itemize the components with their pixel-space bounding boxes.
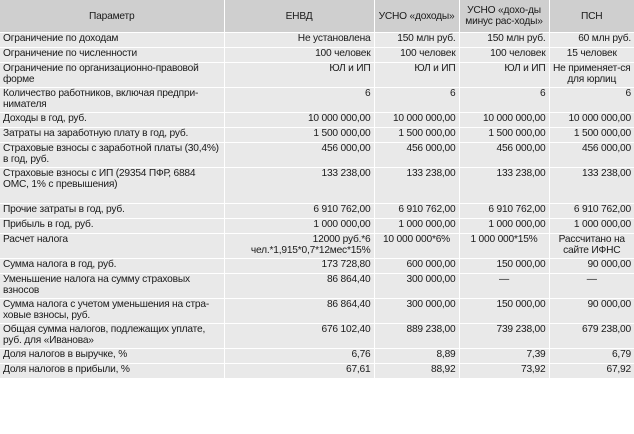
cell-col-3: 456 000,00 <box>459 143 549 168</box>
cell-col-1: 6 910 762,00 <box>224 204 374 219</box>
cell-col-1: 1 000 000,00 <box>224 219 374 234</box>
cell-col-1: 10 000 000,00 <box>224 113 374 128</box>
cell-col-3: 1 000 000,00 <box>459 219 549 234</box>
cell-col-1: 12000 руб.*6 чел.*1,915*0,7*12мес*15% <box>224 234 374 259</box>
table-row <box>0 324 634 349</box>
cell-col-1: ЮЛ и ИП <box>224 63 374 88</box>
row-label: Сумма налога с учетом уменьшения на стра-ховые взносы, руб. <box>0 299 224 324</box>
cell-col-2: 10 000 000*6% <box>374 234 459 259</box>
cell-col-3: 133 238,00 <box>459 168 549 204</box>
row-label: Сумма налога в год, руб. <box>0 259 224 274</box>
cell-col-3: 739 238,00 <box>459 324 549 349</box>
cell-col-1: Не установлена <box>224 33 374 48</box>
cell-col-1: 6,76 <box>224 349 374 364</box>
cell-col-2: ЮЛ и ИП <box>374 63 459 88</box>
cell-col-3: 7,39 <box>459 349 549 364</box>
row-label: Расчет налога <box>0 234 224 259</box>
row-label: Ограничение по доходам <box>0 33 224 48</box>
table-row <box>0 219 634 234</box>
cell-col-2: 1 500 000,00 <box>374 128 459 143</box>
cell-col-1: 173 728,80 <box>224 259 374 274</box>
cell-col-1: 1 500 000,00 <box>224 128 374 143</box>
row-label: Уменьшение налога на сумму страховых взносов <box>0 274 224 299</box>
table-row <box>0 364 634 379</box>
cell-col-1: 86 864,40 <box>224 274 374 299</box>
table-row <box>0 259 634 274</box>
table-row <box>0 88 634 113</box>
cell-col-2: 133 238,00 <box>374 168 459 204</box>
cell-col-2: 10 000 000,00 <box>374 113 459 128</box>
cell-col-1: 676 102,40 <box>224 324 374 349</box>
cell-col-2: 100 человек <box>374 48 459 63</box>
cell-col-4: 10 000 000,00 <box>549 113 634 128</box>
table-row <box>0 48 634 63</box>
row-label: Доля налогов в прибыли, % <box>0 364 224 379</box>
table-row <box>0 274 634 299</box>
cell-col-3: 100 человек <box>459 48 549 63</box>
cell-col-2: 1 000 000,00 <box>374 219 459 234</box>
table-row <box>0 299 634 324</box>
cell-col-3: 150 000,00 <box>459 299 549 324</box>
cell-col-4: 90 000,00 <box>549 299 634 324</box>
table-row <box>0 33 634 48</box>
row-label: Страховые взносы с ИП (29354 ПФР, 6884 ОМС, 1% с превышения) <box>0 168 224 204</box>
row-label: Затраты на заработную плату в год, руб. <box>0 128 224 143</box>
cell-col-3: — <box>459 274 549 299</box>
cell-col-2: 6 910 762,00 <box>374 204 459 219</box>
cell-col-2: 889 238,00 <box>374 324 459 349</box>
cell-col-1: 133 238,00 <box>224 168 374 204</box>
cell-col-3: 1 000 000*15% <box>459 234 549 259</box>
header-cell-usno-income-minus-expenses: УСНО «дохо-ды минус рас-ходы» <box>459 0 549 33</box>
cell-col-4: 90 000,00 <box>549 259 634 274</box>
cell-col-2: 8,89 <box>374 349 459 364</box>
header-cell-parameter: Параметр <box>0 0 224 33</box>
cell-col-3: 10 000 000,00 <box>459 113 549 128</box>
table-body <box>0 33 634 379</box>
cell-col-4: 1 500 000,00 <box>549 128 634 143</box>
cell-col-3: 150 000,00 <box>459 259 549 274</box>
table-row <box>0 63 634 88</box>
row-label: Общая сумма налогов, подлежащих уплате, руб. для «Иванова» <box>0 324 224 349</box>
cell-col-4: 67,92 <box>549 364 634 379</box>
table-row <box>0 143 634 168</box>
row-label: Прибыль в год, руб. <box>0 219 224 234</box>
cell-col-1: 86 864,40 <box>224 299 374 324</box>
row-label: Ограничение по организационно-правовой форме <box>0 63 224 88</box>
cell-col-2: 600 000,00 <box>374 259 459 274</box>
cell-col-4: 679 238,00 <box>549 324 634 349</box>
cell-col-3: ЮЛ и ИП <box>459 63 549 88</box>
cell-col-4: Рассчитано на сайте ИФНС <box>549 234 634 259</box>
cell-col-3: 73,92 <box>459 364 549 379</box>
cell-col-3: 150 млн руб. <box>459 33 549 48</box>
cell-col-1: 6 <box>224 88 374 113</box>
cell-col-4: 133 238,00 <box>549 168 634 204</box>
cell-col-3: 1 500 000,00 <box>459 128 549 143</box>
header-row <box>0 0 634 33</box>
cell-col-4: 456 000,00 <box>549 143 634 168</box>
cell-col-2: 456 000,00 <box>374 143 459 168</box>
row-label: Ограничение по численности <box>0 48 224 63</box>
cell-col-4: Не применяет-ся для юрлиц <box>549 63 634 88</box>
cell-col-4: 6 910 762,00 <box>549 204 634 219</box>
cell-col-1: 67,61 <box>224 364 374 379</box>
row-label: Доля налогов в выручке, % <box>0 349 224 364</box>
cell-col-1: 456 000,00 <box>224 143 374 168</box>
table-row <box>0 234 634 259</box>
cell-col-4: 15 человек <box>549 48 634 63</box>
table-row <box>0 128 634 143</box>
cell-col-3: 6 <box>459 88 549 113</box>
table-row <box>0 168 634 204</box>
row-label: Прочие затраты в год, руб. <box>0 204 224 219</box>
cell-col-4: 6 <box>549 88 634 113</box>
header-cell-psn: ПСН <box>549 0 634 33</box>
cell-col-2: 300 000,00 <box>374 274 459 299</box>
cell-col-2: 88,92 <box>374 364 459 379</box>
row-label: Доходы в год, руб. <box>0 113 224 128</box>
cell-col-2: 6 <box>374 88 459 113</box>
cell-col-4: 60 млн руб. <box>549 33 634 48</box>
row-label: Страховые взносы с заработной платы (30,4%) в год, руб. <box>0 143 224 168</box>
header-cell-usno-income: УСНО «доходы» <box>374 0 459 33</box>
cell-col-2: 300 000,00 <box>374 299 459 324</box>
table-row <box>0 113 634 128</box>
cell-col-4: 1 000 000,00 <box>549 219 634 234</box>
cell-col-2: 150 млн руб. <box>374 33 459 48</box>
cell-col-4: — <box>549 274 634 299</box>
cell-col-1: 100 человек <box>224 48 374 63</box>
header-cell-envd: ЕНВД <box>224 0 374 33</box>
cell-col-4: 6,79 <box>549 349 634 364</box>
table-row <box>0 349 634 364</box>
cell-col-3: 6 910 762,00 <box>459 204 549 219</box>
table-row <box>0 204 634 219</box>
row-label: Количество работников, включая предпри-нимателя <box>0 88 224 113</box>
